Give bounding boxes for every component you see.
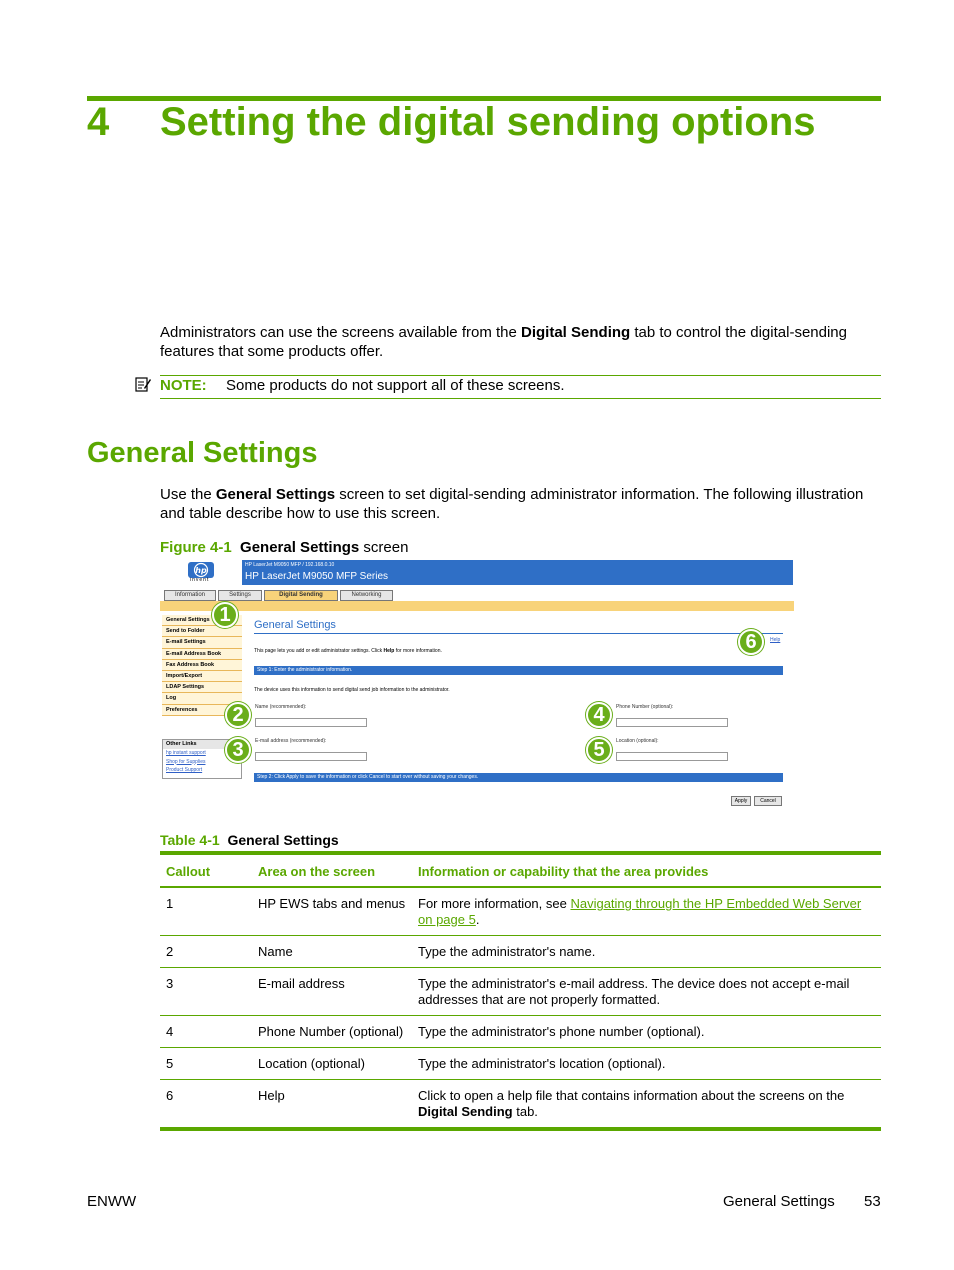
link-product-support[interactable]: Product Support bbox=[166, 767, 203, 773]
location-label: Location (optional): bbox=[616, 738, 659, 744]
tab-settings[interactable]: Settings bbox=[218, 590, 262, 601]
callout-5: 5 bbox=[586, 737, 612, 763]
tab-information[interactable]: Information bbox=[164, 590, 216, 601]
cell-info: Type the administrator's location (optional). bbox=[412, 1048, 881, 1080]
tab-band bbox=[160, 601, 794, 611]
location-input[interactable] bbox=[616, 752, 728, 761]
step2-bar: Step 2: Click Apply to save the information or click Cancel to start over without saving your changes. bbox=[254, 773, 783, 782]
table-row bbox=[160, 936, 881, 968]
ews-page-title: General Settings bbox=[254, 619, 336, 631]
nav-log[interactable]: Log bbox=[162, 693, 242, 704]
cell-area: Phone Number (optional) bbox=[252, 1016, 412, 1048]
link-shop-supplies[interactable]: Shop for Supplies bbox=[166, 758, 206, 765]
chapter-title: Setting the digital sending options bbox=[160, 100, 816, 144]
nav-general-settings[interactable]: General Settings bbox=[162, 615, 242, 626]
help-link[interactable]: Help bbox=[770, 637, 781, 643]
nav-email-address-book[interactable]: E-mail Address Book bbox=[162, 649, 242, 660]
cell-callout: 5 bbox=[160, 1048, 252, 1080]
cell-callout: 1 bbox=[160, 887, 252, 936]
hp-tagline: invent bbox=[190, 577, 210, 583]
phone-input[interactable] bbox=[616, 718, 728, 727]
ews-header-title: HP LaserJet M9050 MFP Series bbox=[245, 571, 389, 582]
header-area: Area on the screen bbox=[252, 853, 412, 887]
cell-info: Type the administrator's phone number (optional). bbox=[412, 1016, 881, 1048]
cell-info: Click to open a help file that contains information about the screens on the Digital Sending tab. bbox=[412, 1080, 881, 1130]
cell-info: Type the administrator's name. bbox=[412, 936, 881, 968]
ews-page-desc: This page lets you add or edit administrator settings. Click Help for more information. bbox=[254, 648, 442, 654]
header-callout: Callout bbox=[160, 853, 252, 887]
table-row bbox=[160, 968, 881, 1016]
header-info: Information or capability that the area provides bbox=[412, 853, 881, 887]
ews-screenshot bbox=[160, 558, 794, 808]
ews-header bbox=[242, 560, 793, 585]
cell-info: For more information, see Navigating through the HP Embedded Web Server on page 5. bbox=[412, 887, 881, 936]
link-instant-support[interactable]: hp instant support bbox=[166, 750, 206, 756]
ews-left-nav bbox=[162, 615, 242, 716]
nav-ldap-settings[interactable]: LDAP Settings bbox=[162, 682, 242, 693]
callout-6: 6 bbox=[738, 629, 764, 655]
table-row bbox=[160, 1080, 881, 1130]
table-row bbox=[160, 1016, 881, 1048]
apply-button[interactable]: Apply bbox=[731, 796, 751, 806]
cell-area: Name bbox=[252, 936, 412, 968]
footer-section: General Settings bbox=[723, 1193, 835, 1210]
cell-info: Type the administrator's e-mail address. The device does not accept e-mail addresses that are not properly formatted. bbox=[412, 968, 881, 1016]
tab-networking[interactable]: Networking bbox=[340, 590, 393, 601]
name-input[interactable] bbox=[255, 718, 367, 727]
table-row bbox=[160, 887, 881, 936]
callout-4: 4 bbox=[586, 702, 612, 728]
cell-area: Location (optional) bbox=[252, 1048, 412, 1080]
cell-callout: 4 bbox=[160, 1016, 252, 1048]
cell-area: E-mail address bbox=[252, 968, 412, 1016]
step1-bar: Step 1: Enter the administrator information. bbox=[254, 666, 783, 675]
email-input[interactable] bbox=[255, 752, 367, 761]
callout-2: 2 bbox=[225, 702, 251, 728]
note-label: NOTE: bbox=[160, 377, 207, 394]
ews-header-small: HP LaserJet M9050 MFP / 192.168.0.10 bbox=[245, 562, 335, 568]
nav-import-export[interactable]: Import/Export bbox=[162, 671, 242, 682]
other-links-title: Other Links bbox=[163, 740, 241, 749]
section-paragraph: Use the General Settings screen to set digital-sending administrator information. The following illustration and table describe how to use this screen. bbox=[160, 486, 864, 522]
svg-text:hp: hp bbox=[195, 566, 207, 575]
nav-send-to-folder[interactable]: Send to Folder bbox=[162, 626, 242, 637]
cell-area: HP EWS tabs and menus bbox=[252, 887, 412, 936]
hp-logo-icon bbox=[188, 562, 214, 578]
cell-area: Help bbox=[252, 1080, 412, 1130]
tab-digital-sending[interactable]: Digital Sending bbox=[264, 590, 338, 601]
email-label: E-mail address (recommended): bbox=[255, 738, 327, 744]
section-title: General Settings bbox=[87, 437, 318, 469]
ews-title-rule bbox=[254, 633, 783, 634]
phone-label: Phone Number (optional): bbox=[616, 704, 674, 710]
figure-caption: Figure 4-1 General Settings screen bbox=[160, 539, 409, 556]
ews-tabs bbox=[160, 590, 794, 601]
note-text: Some products do not support all of these screens. bbox=[226, 377, 565, 394]
cell-callout: 3 bbox=[160, 968, 252, 1016]
callout-3: 3 bbox=[225, 737, 251, 763]
table-caption: Table 4-1 General Settings bbox=[160, 832, 339, 848]
callout-1: 1 bbox=[212, 602, 238, 628]
cancel-button[interactable]: Cancel bbox=[754, 796, 782, 806]
general-settings-table bbox=[160, 851, 881, 1131]
note-box bbox=[160, 375, 881, 399]
footer-left: ENWW bbox=[87, 1193, 137, 1210]
table-row bbox=[160, 1048, 881, 1080]
name-label: Name (recommended): bbox=[255, 704, 307, 710]
page-number: 53 bbox=[864, 1193, 881, 1210]
cell-callout: 6 bbox=[160, 1080, 252, 1130]
note-icon bbox=[135, 376, 151, 397]
table-header-row bbox=[160, 853, 881, 887]
chapter-number: 4 bbox=[87, 100, 110, 144]
cell-callout: 2 bbox=[160, 936, 252, 968]
nav-preferences[interactable]: Preferences bbox=[162, 705, 242, 716]
nav-fax-address-book[interactable]: Fax Address Book bbox=[162, 660, 242, 671]
intro-paragraph: Administrators can use the screens available from the Digital Sending tab to control the digital-sending features that some products offer. bbox=[160, 324, 847, 360]
nav-email-settings[interactable]: E-mail Settings bbox=[162, 637, 242, 648]
ews-navigation-link[interactable]: Navigating through the HP Embedded Web Server on page 5 bbox=[418, 896, 862, 927]
step1-desc: The device uses this information to send digital send job information to the administrator. bbox=[254, 687, 450, 693]
